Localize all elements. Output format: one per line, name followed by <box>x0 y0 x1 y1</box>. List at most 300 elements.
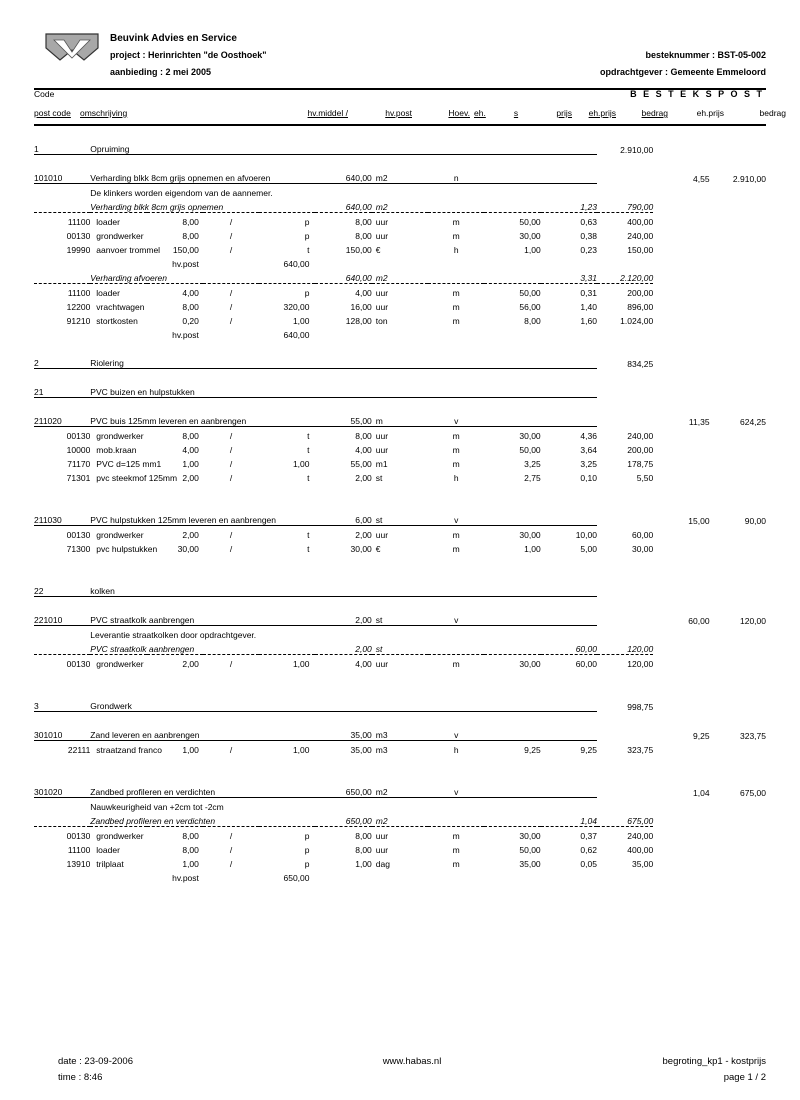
detail-hv-post: 1,00 <box>292 745 310 755</box>
post-row <box>34 726 766 741</box>
detail-desc: stortkosten <box>96 316 138 326</box>
detail-eh-prijs: 0,63 <box>580 217 597 227</box>
detail-row <box>34 227 766 241</box>
detail-slash: / <box>229 530 233 540</box>
subtotal-prijs <box>484 640 540 655</box>
detail-s: m <box>452 544 460 554</box>
detail-desc: loader <box>96 845 120 855</box>
detail-hoev: 8,00 <box>355 231 372 241</box>
chapter-row <box>34 140 766 155</box>
detail-bedrag: 240,00 <box>627 831 654 841</box>
detail-row <box>34 655 766 670</box>
subchapter-desc: kolken <box>90 582 146 597</box>
col-eh-prijs: eh.prijs <box>588 108 616 118</box>
subtotal-hoev: 640,00 <box>315 198 371 213</box>
col-bedrag-2: bedrag <box>759 108 786 118</box>
spacer-row <box>34 683 766 697</box>
detail-code: 22111 <box>67 745 91 755</box>
detail-desc: grondwerker <box>96 659 144 669</box>
detail-code: 11100 <box>67 217 91 227</box>
detail-slash: / <box>229 302 233 312</box>
detail-slash: / <box>229 659 233 669</box>
subchapter-row <box>34 582 766 597</box>
detail-hoev: 8,00 <box>355 217 372 227</box>
post-eh-prijs: 1,04 <box>693 787 710 798</box>
post-eh: m3 <box>372 726 428 741</box>
detail-eh-prijs: 0,10 <box>580 473 597 483</box>
detail-desc: aanvoer trommel <box>96 245 161 255</box>
hvpost-row <box>34 255 766 269</box>
col-eh: eh. <box>474 108 486 118</box>
subtotal-bedrag: 2.120,00 <box>597 269 653 284</box>
post-row <box>34 412 766 427</box>
detail-hv-post: p <box>304 231 310 241</box>
note-row <box>34 798 766 813</box>
detail-prijs: 35,00 <box>519 859 541 869</box>
post-row <box>34 169 766 184</box>
detail-eh: uur <box>375 431 389 441</box>
post-row <box>34 511 766 526</box>
detail-code: 10000 <box>66 445 91 455</box>
post-eh-prijs: 4,55 <box>693 173 710 184</box>
hvpost-label: hv.post <box>172 873 199 883</box>
chapter-code: 2 <box>34 354 90 369</box>
header-left-block <box>110 30 267 81</box>
post-eh-prijs: 11,35 <box>688 416 710 427</box>
detail-hoev: 2,00 <box>355 530 372 540</box>
detail-eh-prijs: 3,25 <box>580 459 597 469</box>
detail-eh-prijs: 0,38 <box>580 231 597 241</box>
detail-eh-prijs: 60,00 <box>575 659 597 669</box>
detail-slash: / <box>229 859 233 869</box>
post-row <box>34 611 766 626</box>
detail-prijs: 30,00 <box>519 659 541 669</box>
detail-code: 91210 <box>66 316 91 326</box>
detail-eh: m3 <box>375 745 388 755</box>
detail-slash: / <box>229 845 233 855</box>
detail-eh: uur <box>375 302 389 312</box>
spacer-row <box>34 369 766 384</box>
footer-date: date : 23-09-2006 <box>58 1056 134 1067</box>
footer-website: www.habas.nl <box>382 1056 442 1067</box>
detail-prijs: 1,00 <box>524 544 541 554</box>
detail-desc: grondwerker <box>96 231 144 241</box>
detail-slash: / <box>229 445 233 455</box>
detail-eh: uur <box>375 831 389 841</box>
col-bestekspost: B E S T E K S P O S T <box>630 89 764 99</box>
detail-slash: / <box>229 217 233 227</box>
post-desc: PVC straatkolk aanbrengen <box>90 611 146 626</box>
subtotal-row <box>34 198 766 213</box>
subtotal-eh: m2 <box>372 269 428 284</box>
post-bedrag: 675,00 <box>740 787 766 798</box>
spacer-row <box>34 568 766 582</box>
detail-eh-prijs: 1,60 <box>580 316 597 326</box>
detail-hv-post: t <box>307 245 310 255</box>
chapter-desc: Grondwerk <box>90 697 146 712</box>
col-bedrag: bedrag <box>641 108 668 118</box>
detail-eh-prijs: 3,64 <box>580 445 597 455</box>
detail-bedrag: 896,00 <box>627 302 654 312</box>
detail-eh-prijs: 0,62 <box>580 845 597 855</box>
detail-desc: trilplaat <box>96 859 124 869</box>
detail-eh: m1 <box>375 459 388 469</box>
detail-code: 00130 <box>66 431 91 441</box>
detail-eh: uur <box>375 217 389 227</box>
detail-hoev: 4,00 <box>355 445 372 455</box>
subtotal-eh-prijs: 3,31 <box>541 269 597 284</box>
subtotal-prijs <box>484 198 540 213</box>
detail-s: m <box>452 217 460 227</box>
spacer-row <box>34 755 766 769</box>
detail-hv-middel: 150,00 <box>172 245 199 255</box>
detail-prijs: 2,75 <box>524 473 541 483</box>
detail-hoev: 55,00 <box>350 459 372 469</box>
detail-desc: vrachtwagen <box>96 302 145 312</box>
detail-hv-post: p <box>304 859 310 869</box>
spacer-row <box>34 483 766 497</box>
detail-s: m <box>452 231 460 241</box>
subtotal-eh: m2 <box>372 198 428 213</box>
hvpost-label: hv.post <box>172 259 199 269</box>
detail-desc: PVC d=125 mm1 <box>96 459 162 469</box>
detail-slash: / <box>229 745 233 755</box>
detail-prijs: 56,00 <box>519 302 541 312</box>
post-code: 101010 <box>34 169 90 184</box>
post-code: 221010 <box>34 611 90 626</box>
col-code-word: Code <box>34 89 55 99</box>
detail-row <box>34 213 766 228</box>
spacer-row <box>34 340 766 354</box>
detail-eh: uur <box>375 231 389 241</box>
detail-eh: uur <box>375 288 389 298</box>
subtotal-row <box>34 640 766 655</box>
post-hoev: 55,00 <box>315 412 371 427</box>
post-hoev: 6,00 <box>315 511 371 526</box>
detail-eh-prijs: 0,31 <box>580 288 597 298</box>
post-s: v <box>428 611 484 626</box>
post-bedrag: 90,00 <box>744 515 766 526</box>
col-hv-post: hv.post <box>385 108 412 118</box>
detail-prijs: 30,00 <box>519 831 541 841</box>
footer-page: page 1 / 2 <box>723 1072 766 1083</box>
detail-hv-post: p <box>304 288 310 298</box>
post-hoev: 35,00 <box>315 726 371 741</box>
detail-hv-post: p <box>304 845 310 855</box>
post-code: 301020 <box>34 783 90 798</box>
detail-row <box>34 827 766 842</box>
detail-code: 11100 <box>67 288 91 298</box>
detail-code: 71170 <box>67 459 91 469</box>
detail-code: 71300 <box>66 544 91 554</box>
detail-s: h <box>453 245 459 255</box>
detail-hv-post: p <box>304 831 310 841</box>
subchapter-desc: PVC buizen en hulpstukken <box>90 383 146 398</box>
detail-hv-middel: 8,00 <box>182 831 199 841</box>
detail-slash: / <box>229 245 233 255</box>
subtotal-hoev: 650,00 <box>315 812 371 827</box>
detail-prijs: 50,00 <box>519 445 541 455</box>
subtotal-eh-prijs: 1,23 <box>541 198 597 213</box>
post-hoev: 2,00 <box>315 611 371 626</box>
detail-eh-prijs: 0,05 <box>580 859 597 869</box>
detail-code: 71301 <box>66 473 91 483</box>
detail-hv-post: t <box>307 431 310 441</box>
detail-prijs: 8,00 <box>524 316 541 326</box>
detail-desc: grondwerker <box>96 831 144 841</box>
note-text: Nauwkeurigheid van +2cm tot -2cm <box>90 802 224 812</box>
detail-desc: pvc steekmof 125mm <box>96 473 178 483</box>
detail-bedrag: 35,00 <box>631 859 654 869</box>
detail-s: h <box>453 745 459 755</box>
detail-hv-post: t <box>307 530 310 540</box>
detail-eh: uur <box>375 845 389 855</box>
detail-bedrag: 323,75 <box>627 745 654 755</box>
hvpost-value: 650,00 <box>283 873 310 883</box>
col-s: s <box>513 108 519 118</box>
post-desc: Zandbed profileren en verdichten <box>90 783 146 798</box>
chapter-total: 2.910,00 <box>620 144 654 155</box>
detail-hv-post: p <box>304 217 310 227</box>
post-desc: Verharding blkk 8cm grijs opnemen en afvoeren <box>90 169 146 184</box>
detail-slash: / <box>229 288 233 298</box>
subtotal-bedrag: 675,00 <box>597 812 653 827</box>
detail-row <box>34 855 766 869</box>
budget-table <box>34 126 766 883</box>
detail-desc: grondwerker <box>96 431 144 441</box>
detail-row <box>34 841 766 855</box>
chapter-desc: Riolering <box>90 354 146 369</box>
post-s: n <box>428 169 484 184</box>
detail-prijs: 30,00 <box>519 231 541 241</box>
post-s: v <box>428 511 484 526</box>
detail-prijs: 9,25 <box>524 745 541 755</box>
detail-prijs: 50,00 <box>519 288 541 298</box>
beuvink-logo-icon <box>44 32 100 62</box>
detail-hoev: 150,00 <box>345 245 372 255</box>
detail-hv-post: 1,00 <box>292 659 310 669</box>
detail-hoev: 30,00 <box>350 544 372 554</box>
hvpost-label: hv.post <box>172 330 199 340</box>
note-row <box>34 184 766 199</box>
detail-code: 11100 <box>67 845 91 855</box>
detail-hv-middel: 2,00 <box>182 530 199 540</box>
spacer-row <box>34 497 766 511</box>
detail-eh-prijs: 1,40 <box>580 302 597 312</box>
detail-eh: dag <box>375 859 390 869</box>
subchapter-code: 22 <box>34 582 90 597</box>
post-hoev: 650,00 <box>315 783 371 798</box>
detail-desc: straatzand franco <box>96 745 162 755</box>
header-right-block <box>600 47 766 81</box>
project-line: project : Herinrichten "de Oosthoek" <box>110 50 267 60</box>
detail-hv-middel: 1,00 <box>182 459 199 469</box>
post-eh-prijs: 15,00 <box>688 515 710 526</box>
chapter-code: 3 <box>34 697 90 712</box>
detail-hv-post: 1,00 <box>292 316 310 326</box>
post-bedrag: 624,25 <box>740 416 766 427</box>
detail-code: 00130 <box>66 530 91 540</box>
detail-s: m <box>452 459 460 469</box>
detail-eh-prijs: 9,25 <box>580 745 597 755</box>
detail-code: 00130 <box>66 831 91 841</box>
detail-hv-post: 320,00 <box>283 302 310 312</box>
subtotal-bedrag: 790,00 <box>597 198 653 213</box>
post-desc: PVC buis 125mm leveren en aanbrengen <box>90 412 146 427</box>
detail-hv-middel: 8,00 <box>182 845 199 855</box>
detail-row <box>34 455 766 469</box>
detail-s: m <box>452 831 460 841</box>
detail-hv-middel: 4,00 <box>182 445 199 455</box>
detail-row <box>34 741 766 756</box>
spacer-row <box>34 126 766 140</box>
post-eh: m2 <box>372 169 428 184</box>
detail-desc: grondwerker <box>96 530 144 540</box>
detail-row <box>34 284 766 299</box>
hvpost-row <box>34 326 766 340</box>
detail-eh-prijs: 0,23 <box>580 245 597 255</box>
detail-slash: / <box>229 231 233 241</box>
detail-hoev: 8,00 <box>355 845 372 855</box>
detail-code: 19990 <box>66 245 91 255</box>
detail-bedrag: 178,75 <box>627 459 654 469</box>
detail-s: m <box>452 530 460 540</box>
detail-row <box>34 441 766 455</box>
detail-bedrag: 30,00 <box>631 544 654 554</box>
offer-line: aanbieding : 2 mei 2005 <box>110 67 212 77</box>
detail-hv-middel: 4,00 <box>182 288 199 298</box>
detail-code: 00130 <box>66 231 91 241</box>
post-desc: PVC hulpstukken 125mm leveren en aanbrengen <box>90 511 146 526</box>
post-s: v <box>428 726 484 741</box>
detail-slash: / <box>229 544 233 554</box>
detail-row <box>34 540 766 554</box>
subtotal-hoev: 640,00 <box>315 269 371 284</box>
subtotal-row <box>34 269 766 284</box>
detail-prijs: 50,00 <box>519 217 541 227</box>
detail-hoev: 16,00 <box>350 302 372 312</box>
detail-s: m <box>452 845 460 855</box>
detail-row <box>34 312 766 326</box>
detail-hv-post: 1,00 <box>292 459 310 469</box>
subtotal-desc: PVC straatkolk aanbrengen <box>90 640 146 655</box>
spacer-row <box>34 769 766 783</box>
column-header-block <box>34 89 786 120</box>
detail-s: m <box>452 659 460 669</box>
post-bedrag: 120,00 <box>740 615 766 626</box>
detail-hv-post: t <box>307 473 310 483</box>
detail-hoev: 2,00 <box>355 473 372 483</box>
detail-row <box>34 469 766 483</box>
post-eh-prijs: 60,00 <box>688 615 710 626</box>
footer-doc-title: begroting_kp1 - kostprijs <box>662 1056 766 1067</box>
detail-hv-middel: 2,00 <box>182 473 199 483</box>
detail-prijs: 30,00 <box>519 530 541 540</box>
detail-eh: € <box>375 544 381 554</box>
client-name: opdrachtgever : Gemeente Emmeloord <box>599 67 766 77</box>
detail-hoev: 4,00 <box>355 288 372 298</box>
detail-hv-middel: 8,00 <box>182 302 199 312</box>
detail-s: h <box>453 473 459 483</box>
detail-desc: pvc hulpstukken <box>96 544 158 554</box>
subtotal-desc: Verharding afvoeren <box>90 269 146 284</box>
detail-eh: € <box>375 245 381 255</box>
detail-eh: st <box>375 473 383 483</box>
detail-slash: / <box>229 831 233 841</box>
col-hv-middel: hv.middel / <box>307 108 348 118</box>
detail-hv-middel: 8,00 <box>182 217 199 227</box>
chapter-total: 998,75 <box>627 701 654 712</box>
detail-hv-middel: 0,20 <box>182 316 199 326</box>
detail-hv-middel: 1,00 <box>182 745 199 755</box>
col-hoev: Hoev. <box>448 108 470 118</box>
post-s: v <box>428 412 484 427</box>
detail-desc: mob.kraan <box>96 445 137 455</box>
detail-eh: ton <box>375 316 388 326</box>
detail-hoev: 8,00 <box>355 831 372 841</box>
detail-bedrag: 150,00 <box>627 245 654 255</box>
post-row <box>34 783 766 798</box>
hvpost-row <box>34 869 766 883</box>
chapter-desc: Opruiming <box>90 140 146 155</box>
detail-eh-prijs: 4,36 <box>580 431 597 441</box>
col-prijs: prijs <box>556 108 572 118</box>
chapter-code: 1 <box>34 140 90 155</box>
detail-prijs: 30,00 <box>519 431 541 441</box>
col-omschrijving: omschrijving <box>80 108 128 118</box>
hvpost-value: 640,00 <box>283 259 310 269</box>
detail-bedrag: 400,00 <box>627 217 654 227</box>
detail-hoev: 4,00 <box>355 659 372 669</box>
subtotal-prijs <box>484 812 540 827</box>
post-hoev: 640,00 <box>315 169 371 184</box>
subtotal-hoev: 2,00 <box>315 640 371 655</box>
detail-slash: / <box>229 316 233 326</box>
post-eh-prijs: 9,25 <box>693 730 710 741</box>
detail-bedrag: 1.024,00 <box>620 316 654 326</box>
detail-prijs: 3,25 <box>524 459 541 469</box>
footer-time: time : 8:46 <box>58 1072 103 1083</box>
detail-hoev: 35,00 <box>350 745 372 755</box>
spacer-row <box>34 398 766 413</box>
spacer-row <box>34 712 766 727</box>
chapter-row <box>34 697 766 712</box>
detail-prijs: 50,00 <box>519 845 541 855</box>
detail-bedrag: 5,50 <box>636 473 654 483</box>
subtotal-row <box>34 812 766 827</box>
spacer-row <box>34 554 766 568</box>
post-desc: Zand leveren en aanbrengen <box>90 726 146 741</box>
detail-prijs: 1,00 <box>524 245 541 255</box>
chapter-row <box>34 354 766 369</box>
detail-hv-post: t <box>307 445 310 455</box>
detail-bedrag: 200,00 <box>627 445 654 455</box>
detail-hoev: 8,00 <box>355 431 372 441</box>
detail-hv-middel: 8,00 <box>182 431 199 441</box>
document-header <box>34 26 766 84</box>
detail-slash: / <box>229 431 233 441</box>
post-code: 211020 <box>34 412 90 427</box>
detail-desc: loader <box>96 217 120 227</box>
detail-s: m <box>452 302 460 312</box>
spacer-row <box>34 669 766 683</box>
detail-s: m <box>452 431 460 441</box>
subchapter-row <box>34 383 766 398</box>
detail-s: m <box>452 316 460 326</box>
chapter-total: 834,25 <box>627 358 654 369</box>
detail-bedrag: 240,00 <box>627 431 654 441</box>
detail-eh-prijs: 0,37 <box>580 831 597 841</box>
